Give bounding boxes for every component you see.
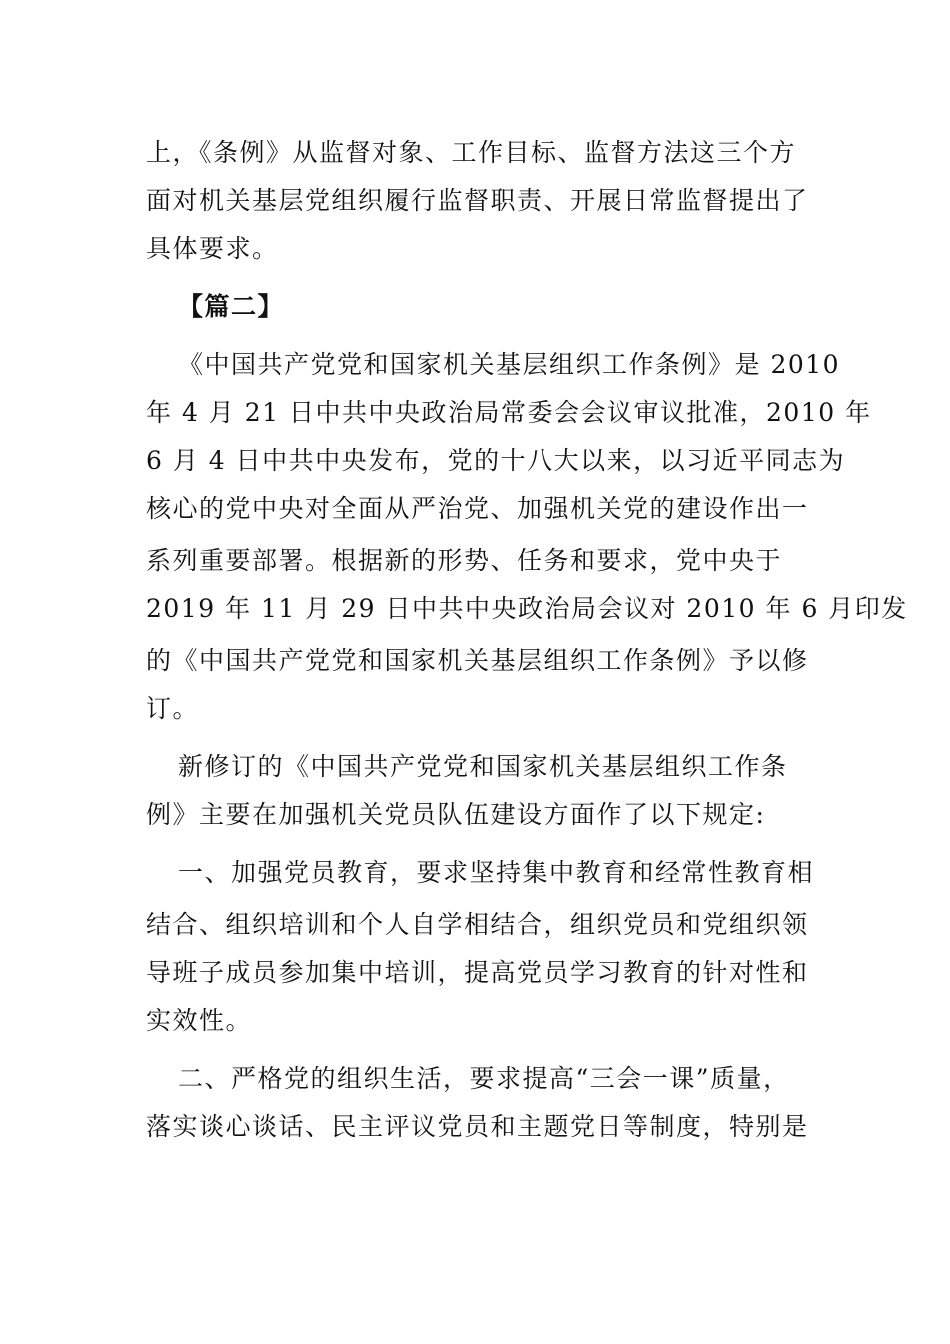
paragraph1-line-2: 年 4 月 21 日中共中央政治局常委会会议审议批准，2010 年 (146, 398, 872, 427)
paragraph1-line-5: 系列重要部署。根据新的形势、任务和要求，党中央于 (146, 546, 783, 575)
paragraph1-line-4: 核心的党中央对全面从严治党、加强机关党的建设作出一 (146, 494, 809, 523)
paragraph3-line-2: 结合、组织培训和个人自学相结合，组织党员和党组织领 (146, 910, 809, 939)
paragraph1-line-7: 的《中国共产党党和国家机关基层组织工作条例》予以修 (146, 646, 809, 675)
paragraph4-line-1: 二、严格党的组织生活，要求提高“三会一课”质量， (178, 1064, 790, 1093)
section-heading: 【篇二】 (178, 292, 285, 321)
intro-line-1: 上，《条例》从监督对象、工作目标、监督方法这三个方 (146, 138, 797, 167)
paragraph1-line-8: 订。 (146, 694, 200, 723)
paragraph1-line-1: 《中国共产党党和国家机关基层组织工作条例》是 2010 (178, 350, 841, 379)
paragraph3-line-3: 导班子成员参加集中培训，提高党员学习教育的针对性和 (146, 958, 809, 987)
intro-line-3: 具体要求。 (146, 234, 279, 263)
paragraph2-line-2: 例》主要在加强机关党员队伍建设方面作了以下规定: (146, 800, 766, 829)
paragraph4-line-2: 落实谈心谈话、民主评议党员和主题党日等制度，特别是 (146, 1112, 809, 1141)
paragraph1-line-3: 6 月 4 日中共中央发布，党的十八大以来，以习近平同志为 (146, 446, 846, 475)
paragraph2-line-1: 新修订的《中国共产党党和国家机关基层组织工作条 (178, 752, 788, 781)
intro-line-2: 面对机关基层党组织履行监督职责、开展日常监督提出了 (146, 186, 809, 215)
paragraph3-line-4: 实效性。 (146, 1006, 253, 1035)
paragraph1-line-6: 2019 年 11 月 29 日中共中央政治局会议对 2010 年 6 月印发 (146, 594, 908, 623)
paragraph3-line-1: 一、加强党员教育，要求坚持集中教育和经常性教育相 (178, 858, 815, 887)
